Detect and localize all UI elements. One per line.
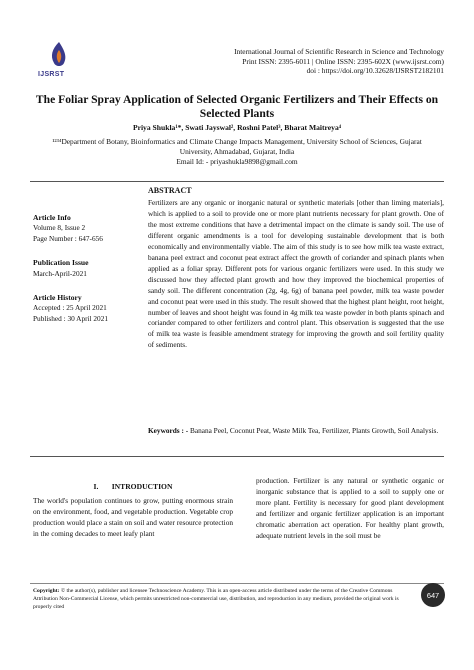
keywords-label: Keywords : - [148,426,189,435]
introduction-left-column: The world's population continues to grow, putting enormous strain on the environment, food, and vegetable production. Vegetable crop production would place a stain on soil and water resource protection in the coming decades to meet leafy plant [33,496,233,538]
author-email[interactable]: Email Id: - priyashukla9898@gmail.com [176,157,298,167]
keywords [148,426,444,437]
page-number-badge: 647 [421,583,445,607]
journal-doi[interactable]: doi : https://doi.org/10.32628/IJSRST2182101 [306,66,444,76]
copyright-label: Copyright: [33,588,60,594]
article-affiliation [40,137,434,168]
divider-footer [30,583,444,584]
introduction-right-column: production. Fertilizer is any natural or synthetic organic or inorganic substance that is applied to a soil to supply one or more plant. Fertility is necessary for good plant development and fertilizer and organic fertilizer application is an important chromatic aberration act operation. For healthy plant growth, adequate nutrient levels in the soil must be [256,476,444,540]
affiliation-text: ¹²³⁴Department of Botany, Bioinformatics and Climate Change Impacts Management, University School of Sciences, Gujarat University, Ahmadabad, Gujarat, India [52,137,422,157]
divider-mid [30,456,444,457]
journal-header [144,47,444,76]
introduction-heading: I. INTRODUCTION [93,482,173,491]
article-title: The Foliar Spray Application of Selected Organic Fertilizers and Their Effects on Selected Plants [35,93,439,120]
journal-name: International Journal of Scientific Research in Science and Technology [234,47,444,56]
published-date: Published : 30 April 2021 [33,313,108,323]
article-history-heading: Article History [33,293,82,303]
article-authors: Priya Shukla¹*, Swati Jayswal², Roshni Patel³, Bharat Maitreya⁴ [132,123,342,132]
logo-flame-icon [46,40,72,70]
copyright-text: © the author(s), publisher and licensee Technoscience Academy. This is an open-access article distributed under the terms of the Creative Commons Attribution Non-Commercial License, which permits unrestricted non-commercial use, distribution, and reproduction in any medium, provided the original work is properly cited [33,588,399,610]
keywords-list: Banana Peel, Coconut Peat, Waste Milk Tea, Fertilizer, Plants Growth, Soil Analysis. [188,426,439,435]
publication-issue: March-April-2021 [33,268,87,278]
logo-text: IJSRST [38,71,65,78]
article-pages: Page Number : 647-656 [33,233,103,243]
article-volume: Volume 8, Issue 2 [33,223,86,233]
article-info-column [33,213,133,324]
abstract-text: Fertilizers are any organic or inorganic natural or synthetic materials [other than liming materials], which is applied to a soil to provide one or more plant nutrients necessary for plant growth. One of the most extreme conditions that have a detrimental impact on the climate is sandy soil. The use of different organic amendments is a tool for developing sustainable development that is both economically and environmentally viable. The aim of this study is to see how milk tea waste extract, banana peel extract and coconut peat extract affect the growth of coriander and spinach plants when applied as a foliar spray. Different pots for various organic fertilizers were used. In this study we discussed how they affected plant growth and how they improved the biochemical properties of sandy soil. The different concentration (2g, 4g, 6g) of banana peel powder, milk tea waste powder and coconut peat were used in this study. The result showed that the highest plant height, root height, number of leaves and shoot height was found in 4g milk tea waste powder in both plants spinach and coriander compared to other fertilizers and control plant. This observation is suggested that the use of milk tea waste is feasible amendment strategy for improving the growth and soil fertility quality of sediments. [148,198,444,350]
divider-top [30,181,444,182]
copyright-notice [33,587,413,611]
accepted-date: Accepted : 25 April 2021 [33,303,107,313]
publication-issue-heading: Publication Issue [33,258,89,268]
abstract-heading: ABSTRACT [148,186,192,195]
journal-issn: Print ISSN: 2395-6011 | Online ISSN: 2395-602X (www.ijsrst.com) [242,56,444,66]
journal-logo [30,40,90,90]
article-info-heading: Article Info [33,213,71,222]
